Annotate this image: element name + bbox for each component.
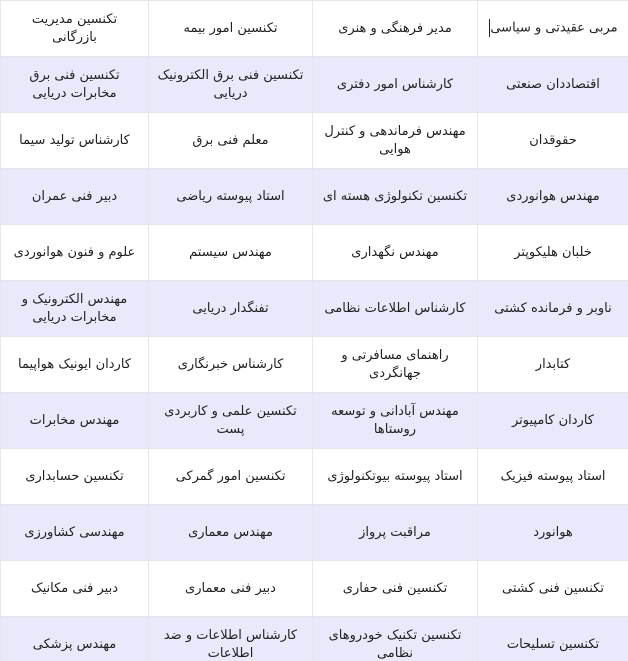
table-row — [1, 225, 628, 281]
table-cell: کاردان ایونیک هواپیما — [1, 337, 149, 393]
table-cell: تکنسین فنی برق الکترونیک دریایی — [149, 57, 313, 113]
table-cell: کارشناس خبرنگاری — [149, 337, 313, 393]
table-cell: استاد پیوسته فیزیک — [478, 449, 628, 505]
table-row — [1, 393, 628, 449]
table-row — [1, 449, 628, 505]
table-cell: تکنسین تکنولوژی هسته ای — [313, 169, 478, 225]
table-cell: استاد پیوسته ریاضی — [149, 169, 313, 225]
table-row — [1, 505, 628, 561]
table-cell: کارشناس اطلاعات نظامی — [313, 281, 478, 337]
table-row — [1, 113, 628, 169]
table-cell: دبیر فنی معماری — [149, 561, 313, 617]
table-row — [1, 561, 628, 617]
table-row — [1, 1, 628, 57]
table-cell: کتابدار — [478, 337, 628, 393]
table-cell: تکنسین فنی کشتی — [478, 561, 628, 617]
table-cell: مهندسی کشاورزی — [1, 505, 149, 561]
table-cell: تکنسین تکنیک خودروهای نظامی — [313, 617, 478, 661]
table-cell: معلم فنی برق — [149, 113, 313, 169]
table-cell: خلبان هلیکوپتر — [478, 225, 628, 281]
table-cell: تکنسین امور بیمه — [149, 1, 313, 57]
table-cell: علوم و فنون هوانوردی — [1, 225, 149, 281]
table-cell: مهندس هوانوردی — [478, 169, 628, 225]
table-cell: مهندس پزشکی — [1, 617, 149, 661]
table-cell: تکنسین فنی حفاری — [313, 561, 478, 617]
table-cell: دبیر فنی مکانیک — [1, 561, 149, 617]
table-cell: تکنسین تسلیحات — [478, 617, 628, 661]
table-cell: کارشناس اطلاعات و ضد اطلاعات — [149, 617, 313, 661]
table-cell: ناوبر و فرمانده کشتی — [478, 281, 628, 337]
table-cell: تکنسین حسابداری — [1, 449, 149, 505]
table-cell: دبیر فنی عمران — [1, 169, 149, 225]
table-cell: حقوقدان — [478, 113, 628, 169]
table-cell: راهنمای مسافرتی و جهانگردی — [313, 337, 478, 393]
table-cell: تفنگدار دریایی — [149, 281, 313, 337]
table-cell: هوانورد — [478, 505, 628, 561]
table-row — [1, 617, 628, 661]
table-cell: کارشناس تولید سیما — [1, 113, 149, 169]
table-cell: مهندس مخابرات — [1, 393, 149, 449]
table-cell: تکنسین فنی برق مخابرات دریایی — [1, 57, 149, 113]
table-cell: مهندس معماری — [149, 505, 313, 561]
table-cell: کاردان کامپیوتر — [478, 393, 628, 449]
table-cell: مهندس الکترونیک و مخابرات دریایی — [1, 281, 149, 337]
table-cell: تکنسین امور گمرکی — [149, 449, 313, 505]
table-cell: استاد پیوسته بیوتکنولوژی — [313, 449, 478, 505]
table-cell: کارشناس امور دفتری — [313, 57, 478, 113]
table-row — [1, 337, 628, 393]
table-cell: مهندس نگهداری — [313, 225, 478, 281]
cell-text: مربی عقیدتی و سیاسی — [490, 20, 618, 36]
table-cell: مهندس آبادانی و توسعه روستاها — [313, 393, 478, 449]
table-cell: تکنسین مدیریت بازرگانی — [1, 1, 149, 57]
table-cell: مهندس فرماندهی و کنترل هوایی — [313, 113, 478, 169]
table-row — [1, 57, 628, 113]
table-row — [1, 169, 628, 225]
table-cell: مراقبت پرواز — [313, 505, 478, 561]
table-cell: اقتصاددان صنعتی — [478, 57, 628, 113]
table-row — [1, 281, 628, 337]
table-cell: تکنسین علمی و کاربردی پست — [149, 393, 313, 449]
table-body — [1, 1, 628, 661]
table-cell — [478, 1, 628, 57]
table-cell: مهندس سیستم — [149, 225, 313, 281]
table-cell: مدیر فرهنگی و هنری — [313, 1, 478, 57]
